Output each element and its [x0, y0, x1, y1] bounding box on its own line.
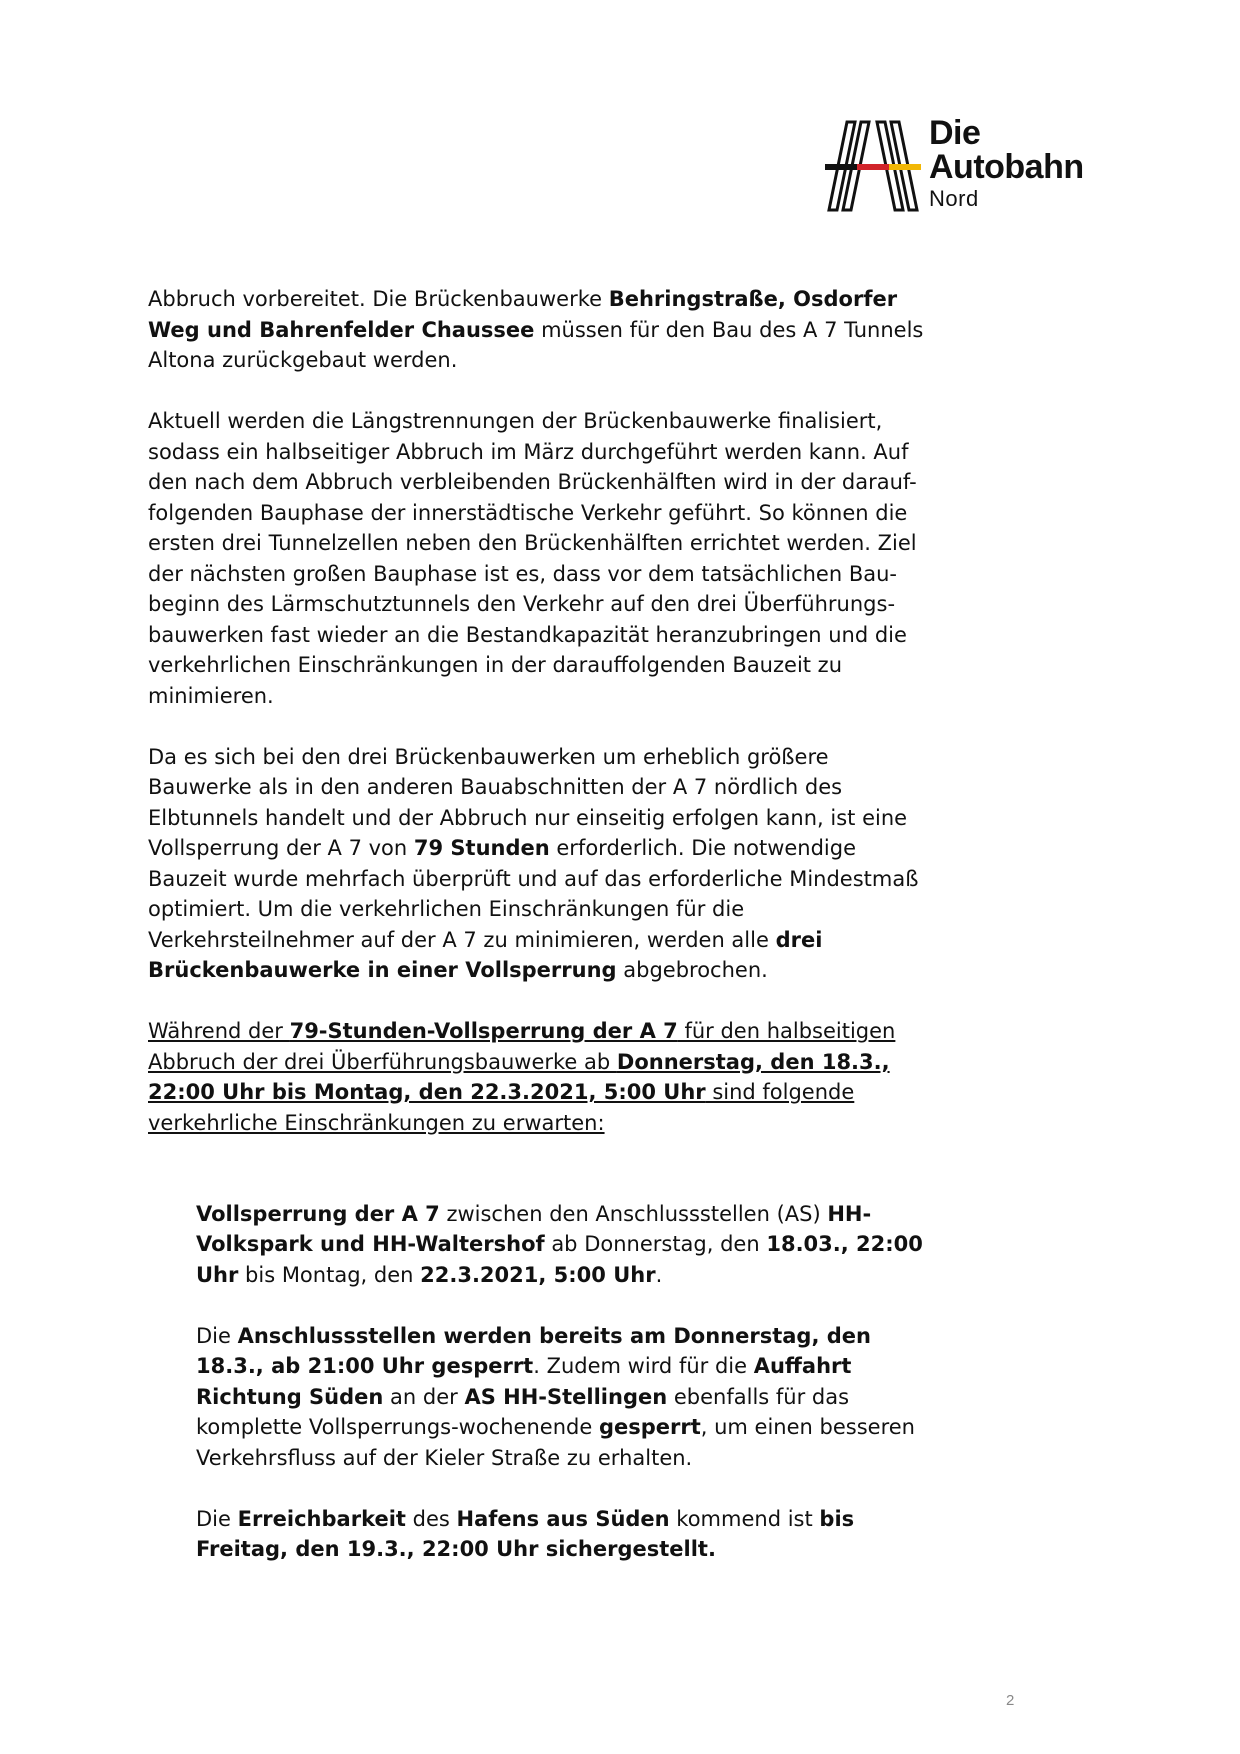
text-run: Die — [196, 1506, 238, 1531]
text-run: bis Montag, den — [238, 1262, 421, 1287]
bold-run: gesperrt — [598, 1415, 701, 1439]
text-run: Während der — [148, 1019, 290, 1043]
bold-run: bis Freitag, den 19.3., 22:00 Uhr sichergestellt. — [196, 1506, 855, 1561]
paragraph-6 — [148, 1321, 928, 1474]
bold-run: 22.3.2021, 5:00 Uhr — [420, 1262, 656, 1287]
spacer — [148, 1169, 928, 1199]
logo-wordmark — [929, 116, 1084, 214]
bold-run: Vollsperrung der A 7 — [196, 1201, 440, 1226]
text-run: Da es sich bei den drei Brückenbauwerken um erheblich größere Bauwerke als in den anderen Bauabschnitten der A 7 nördlich des Elbtunnels handelt und der Abbruch nur einseitig erfolgen kann, ist eine Vollsperrung der A 7 von — [148, 744, 908, 860]
logo-text-die: Die — [929, 114, 981, 152]
bold-run: Anschlussstellen werden bereits am Donnerstag, den 18.3., ab 21:00 Uhr gesperrt — [196, 1323, 871, 1378]
logo-text-nord: Nord — [929, 186, 979, 211]
text-run: erforderlich. Die notwendige Bauzeit wurde mehrfach überprüft und auf das erforderliche Mindestmaß optimiert. Um die verkehrlichen Einschränkungen für die Verkehrsteilnehmer auf der A 7 zu minimieren, werden alle — [148, 836, 919, 952]
text-run: Aktuell werden die Längstrennungen der Brückenbauwerke finalisiert, sodass ein halbseitiger Abbruch im März durchgeführt werden kann. Auf den nach dem Abbruch verbleibenden Brückenhälften wird in der darauf-folgenden Bauphase der innerstädtische Verkehr geführt. So können die ersten drei Tunnelzellen neben den Brückenhälften errichtet werden. Ziel der nächsten großen Bauphase ist es, dass vor dem tatsächlichen Bau-beginn des Lärmschutztunnels den Verkehr auf den drei Überführungs-bauwerken fast wieder an die Bestandkapazität heranzubringen und die verkehrlichen Einschränkungen in der darauffolgenden Bauzeit zu minimieren. — [148, 409, 917, 708]
logo-text-autobahn: Autobahn — [929, 148, 1084, 186]
bold-run: AS HH-Stellingen — [464, 1384, 668, 1409]
paragraph-7 — [148, 1504, 928, 1565]
bold-run: Donnerstag, den 18.3., 22:00 Uhr bis Montag, den 22.3.2021, 5:00 Uhr — [148, 1049, 890, 1104]
bold-run: Erreichbarkeit — [237, 1506, 406, 1531]
bold-run: Behringstraße, Osdorfer Weg und Bahrenfelder Chaussee — [148, 287, 898, 342]
bold-run: HH-Volkspark und HH-Waltershof — [196, 1201, 872, 1256]
text-run: Abbruch vorbereitet. Die Brückenbauwerke — [148, 287, 609, 311]
paragraph-2 — [148, 406, 928, 711]
paragraph-1 — [148, 284, 928, 376]
bold-run: Auffahrt Richtung Süden — [196, 1354, 852, 1409]
text-run: ab Donnerstag, den — [544, 1232, 767, 1256]
text-run: an der — [383, 1384, 465, 1409]
text-run: . — [655, 1262, 663, 1287]
document-body — [148, 284, 928, 1595]
text-run: ebenfalls für das komplette Vollsperrungs-wochenende — [196, 1384, 850, 1439]
paragraph-4-underlined — [148, 1016, 928, 1138]
text-run: des — [405, 1506, 457, 1531]
text-run: . Zudem wird für die — [533, 1354, 754, 1378]
text-run: sind folgende verkehrliche Einschränkungen zu erwarten: — [148, 1080, 855, 1135]
text-run: für den halbseitigen Abbruch der drei Überführungsbauwerke ab — [148, 1019, 896, 1074]
autobahn-logo — [825, 114, 1105, 223]
bold-run: 79 Stunden — [413, 836, 550, 860]
text-run: , um einen besseren Verkehrsfluss auf der Kieler Straße zu erhalten. — [196, 1415, 915, 1470]
text-run: Die — [196, 1323, 238, 1348]
bold-run: drei Brückenbauwerke in einer Vollsperrung — [148, 927, 823, 982]
bold-run: Hafens aus Süden — [456, 1506, 670, 1531]
text-run: zwischen den Anschlussstellen (AS) — [439, 1201, 828, 1226]
text-run: abgebrochen. — [616, 958, 768, 982]
bold-run: 79-Stunden-Vollsperrung der A 7 — [289, 1019, 678, 1043]
paragraph-5 — [148, 1199, 928, 1291]
autobahn-road-icon — [825, 118, 921, 218]
paragraph-3 — [148, 742, 928, 986]
text-run: müssen für den Bau des A 7 Tunnels Altona zurückgebaut werden. — [148, 317, 924, 372]
bold-run: 18.03., 22:00 Uhr — [196, 1232, 923, 1287]
page-number: 2 — [1006, 1692, 1015, 1709]
text-run: kommend ist — [669, 1506, 820, 1531]
